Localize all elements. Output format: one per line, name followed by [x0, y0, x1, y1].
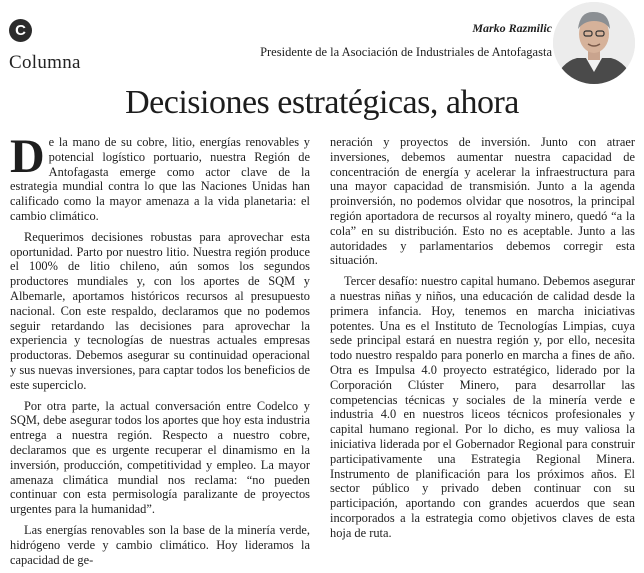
article-paragraph: Tercer desafío: nuestro capital humano. Debemos asegurar a nuestras niñas y niños, una educación de calidad desde la primera infancia. Hoy, tenemos en marcha iniciativas potentes. Una es el Instituto de Tecnologías Limpias, cuya sede principal estará en nuestra región y, por ello, necesita todo nuestro respaldo para ponerlo en marcha a fines de año. Otra es Impulsa 4.0 proyecto estratégico, liderado por la Corporación Clúster Minero, para desarrollar las competencias técnicas y sociales de la minería verde e industria 4.0 en nuestros liceos técnicos profesionales y capital humano regional. Por lo dicho, es muy valiosa la iniciativa liderada por el Gobernador Regional para construir participativamente una Estrategia Regional Minera. Instrumento de planificación para los próximos años. El sector público y privado deben continuar con su participación, aportando con grandes acuerdos que sean incorporados a la estrategia como objetivos claves de esta hoja de ruta. [330, 274, 635, 540]
column-badge: C [9, 19, 32, 42]
article-paragraph: De la mano de su cobre, litio, energías renovables y potencial logístico portuario, nuestra Región de Antofagasta emerge como actor clave de la estrategia mundial contra lo que las Naciones Unidas han calificado como la mayor amenaza a la vida planetaria: el cambio climático. [10, 130, 310, 223]
article-column-left [10, 130, 310, 573]
author-name: Marko Razmilic [472, 21, 552, 35]
article-paragraph: neración y proyectos de inversión. Junto con atraer inversiones, debemos aumentar nuestra capacidad de concentración de energía y acelerar la infraestructura para una mayor capacidad de transmisión. Junto a la agenda proinversión, no podemos olvidar que nosotros, la principal región aportadora de recursos al royalty minero, quedó “a la cola” en su distribución. Esto no es aceptable. Junto a las autoridades y parlamentarios debemos corregir esta situación. [330, 135, 635, 268]
drop-cap: D [10, 130, 45, 183]
article-paragraph: Requerimos decisiones robustas para aprovechar esta oportunidad. Parto por nuestro litio. Nuestra región produce el 100% de litio chileno, aún somos los segundos productores mundiales y, con los aportes de SQM y Albemarle, aportamos históricos recursos al presupuesto nacional. Con este respaldo, declaramos que no podemos seguir retardando las decisiones para aprovechar la experiencia y tecnologías de nuestras actuales empresas productoras. Debemos asegurar su continuidad operacional y sus nuevas inversiones, para captar todos los beneficios de este superciclo. [10, 229, 310, 392]
author-block [260, 21, 552, 60]
headline: Decisiones estratégicas, ahora [125, 84, 519, 121]
column-header [0, 0, 644, 84]
article-column-right [330, 135, 635, 547]
author-photo [553, 2, 635, 84]
author-role: Presidente de la Asociación de Industriales de Antofagasta [260, 45, 552, 59]
article-paragraph: Las energías renovables son la base de la minería verde, hidrógeno verde y cambio climático. Hoy lideramos la capacidad de ge- [10, 522, 310, 567]
section-label: Columna [9, 52, 81, 73]
article-paragraph: Por otra parte, la actual conversación entre Codelco y SQM, debe asegurar todos los aportes que hoy esta industria entrega a nuestra región. Respecto a nuestro cobre, declaramos que es urgente recuperar el dinamismo en la inversión, producción, competitividad y empleo. La mayor amenaza climática mundial nos reclama: “no pueden continuar con esta permisología paralizante de proyectos urgentes para la humanidad”. [10, 398, 310, 517]
